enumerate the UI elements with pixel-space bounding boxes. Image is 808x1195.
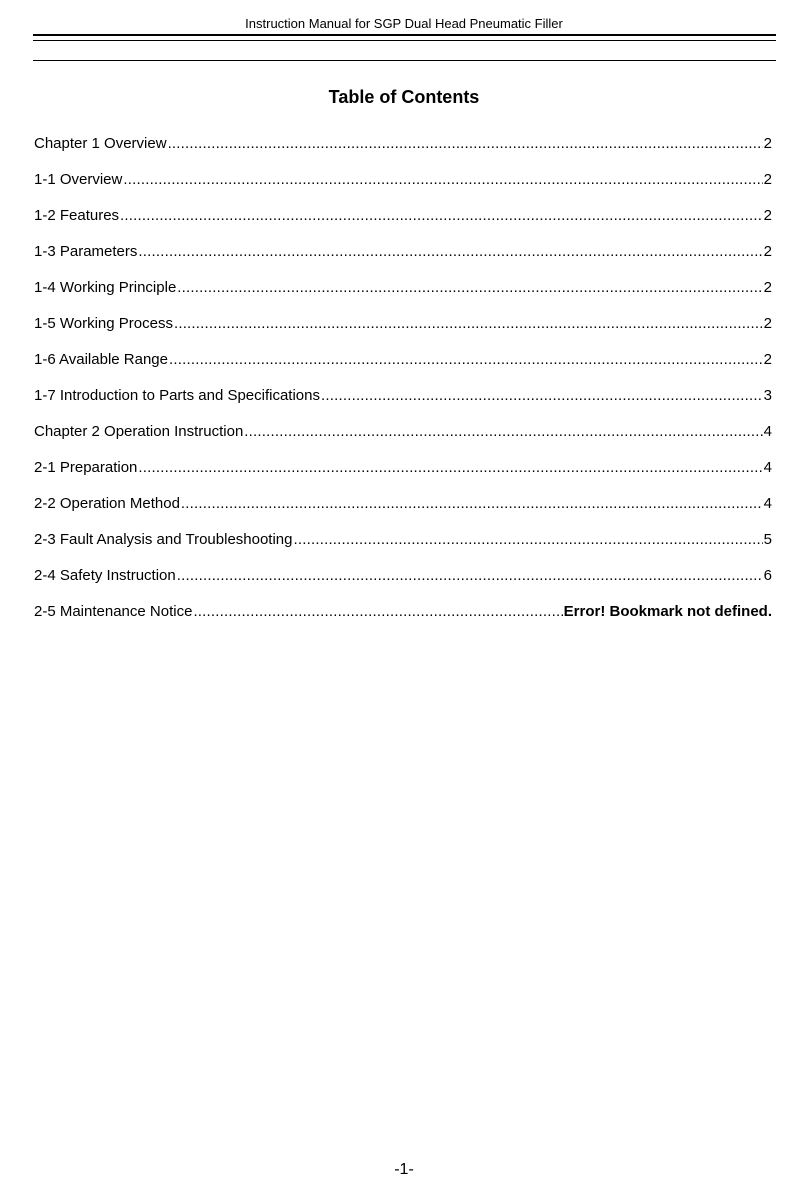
toc-entry-label: 1-4 Working Principle	[34, 279, 177, 296]
toc-leader-dots	[120, 206, 763, 226]
toc-entry-label: 2-2 Operation Method	[34, 495, 180, 512]
toc-leader-dots	[174, 314, 763, 334]
toc-entry-page: 3	[763, 387, 772, 404]
toc-title: Table of Contents	[328, 87, 480, 107]
toc-entry-page: 6	[763, 567, 772, 584]
toc-leader-dots	[321, 386, 763, 406]
header-rule-thin	[33, 40, 776, 41]
toc-entry-page: 2	[763, 351, 772, 368]
toc-entry[interactable]	[34, 566, 772, 602]
toc-entry-label: 1-7 Introduction to Parts and Specifications	[34, 387, 320, 404]
toc-leader-dots	[177, 278, 762, 298]
toc-entry[interactable]	[34, 530, 772, 566]
toc-leader-dots	[177, 566, 763, 586]
toc-entry-page: 4	[763, 423, 772, 440]
toc-leader-dots	[181, 494, 763, 514]
toc-entry-page: 4	[763, 459, 772, 476]
toc-entry-label: 2-3 Fault Analysis and Troubleshooting	[34, 531, 293, 548]
toc-entry[interactable]	[34, 206, 772, 242]
toc-entry[interactable]	[34, 170, 772, 206]
toc-entry-label: 1-3 Parameters	[34, 243, 138, 260]
toc-list	[34, 134, 772, 638]
toc-entry[interactable]	[34, 386, 772, 422]
toc-entry-label: 2-5 Maintenance Notice	[34, 603, 193, 620]
toc-leader-dots	[168, 134, 763, 154]
running-header: Instruction Manual for SGP Dual Head Pneumatic Filler	[245, 16, 563, 31]
toc-entry-label: 1-2 Features	[34, 207, 120, 224]
toc-entry[interactable]	[34, 458, 772, 494]
toc-entry-page: 2	[763, 315, 772, 332]
toc-entry-page: 2	[763, 171, 772, 188]
toc-entry-page: 2	[763, 135, 772, 152]
page-number: -1-	[394, 1161, 414, 1178]
toc-entry-page: 2	[763, 243, 772, 260]
toc-entry[interactable]	[34, 350, 772, 386]
toc-leader-dots	[193, 602, 562, 622]
toc-entry-page: 5	[763, 531, 772, 548]
toc-entry-label: 2-1 Preparation	[34, 459, 138, 476]
toc-leader-dots	[244, 422, 762, 442]
header-rule-lower	[33, 60, 776, 61]
toc-entry[interactable]	[34, 422, 772, 458]
toc-entry-page: 4	[763, 495, 772, 512]
toc-entry-label: Chapter 1 Overview	[34, 135, 167, 152]
toc-entry[interactable]	[34, 134, 772, 170]
toc-leader-dots	[138, 458, 762, 478]
toc-entry[interactable]	[34, 494, 772, 530]
toc-entry-label: 1-5 Working Process	[34, 315, 173, 332]
toc-leader-dots	[123, 170, 762, 190]
toc-entry-page-error: Error! Bookmark not defined.	[563, 603, 772, 620]
toc-entry[interactable]	[34, 602, 772, 638]
header-rule-thick	[33, 34, 776, 36]
toc-entry[interactable]	[34, 242, 772, 278]
toc-entry[interactable]	[34, 314, 772, 350]
toc-leader-dots	[138, 242, 762, 262]
toc-entry-label: 1-6 Available Range	[34, 351, 168, 368]
toc-entry[interactable]	[34, 278, 772, 314]
toc-entry-label: 2-4 Safety Instruction	[34, 567, 176, 584]
toc-entry-page: 2	[763, 279, 772, 296]
toc-leader-dots	[294, 530, 763, 550]
toc-entry-label: Chapter 2 Operation Instruction	[34, 423, 244, 440]
toc-entry-label: 1-1 Overview	[34, 171, 123, 188]
toc-entry-page: 2	[763, 207, 772, 224]
toc-leader-dots	[169, 350, 763, 370]
